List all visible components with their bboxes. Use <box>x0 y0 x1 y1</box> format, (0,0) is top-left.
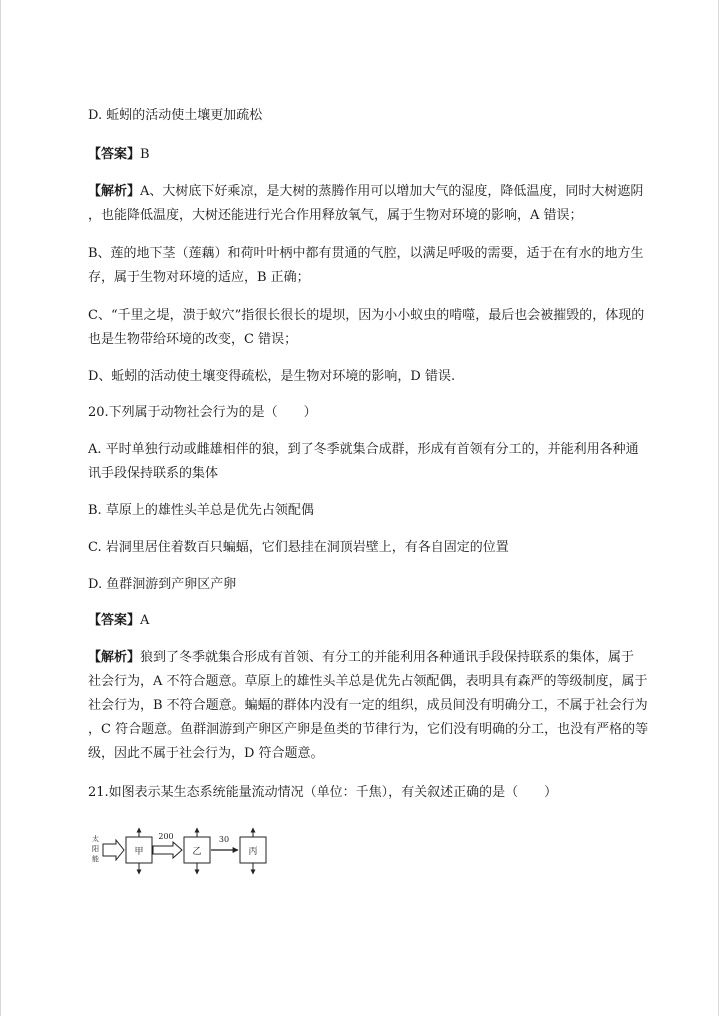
q20-option-b: B. 草原上的雄性头羊总是优先占领配偶 <box>88 503 314 518</box>
q20-option-c: C. 岩洞里居住着数百只蝙蝠，它们悬挂在洞顶岩壁上，有各自固定的位置 <box>88 540 509 555</box>
answer-value: A <box>140 613 150 628</box>
analysis-text: 狼到了冬季就集合形成有首领、有分工的并能利用各种通讯手段保持联系的集体，属于 <box>140 650 635 665</box>
q19-option-d: D. 蚯蚓的活动使土壤更加疏松 <box>88 108 263 123</box>
q20-option-d: D. 鱼群洄游到产卵区产卵 <box>88 577 237 592</box>
analysis-text: A、大树底下好乘凉，是大树的蒸腾作用可以增加大气的湿度，降低温度，同时大树遮阴 <box>140 184 644 199</box>
q21-stem: 21.如图表示某生态系统能量流动情况（单位：千焦），有关叙述正确的是（ ） <box>88 785 558 800</box>
q19-analysis-line-5: C、“千里之堤，溃于蚁穴”指很长很长的堤坝，因为小小蚁虫的啃噬，最后也会被摧毁的，体现的 <box>88 308 645 323</box>
box-jia-label: 甲 <box>134 847 144 857</box>
energy-flow-diagram <box>86 825 296 880</box>
q19-analysis-line-4: 存，属于生物对环境的适应，B 正确； <box>88 270 310 285</box>
q19-analysis-line-1 <box>88 180 644 204</box>
q20-stem: 20.下列属于动物社会行为的是（ ） <box>88 405 317 420</box>
q20-analysis-line-5: 级，因此不属于社会行为，D 符合题意。 <box>88 746 324 761</box>
q20-answer <box>88 609 636 633</box>
answer-value: B <box>140 147 150 162</box>
q20-option-a-line-2: 讯手段保持联系的集体 <box>88 466 219 481</box>
q19-analysis-line-3: B、莲的地下茎（莲藕）和荷叶叶柄中都有贯通的气腔，以满足呼吸的需要，适于在有水的地方生 <box>88 246 644 261</box>
box-yi-label: 乙 <box>192 847 202 857</box>
q20-analysis-line-4: ，C 符合题意。鱼群洄游到产卵区产卵是鱼类的节律行为，它们没有明确的分工，也没有严格的等 <box>88 722 649 737</box>
source-label <box>92 834 99 863</box>
q20-analysis-line-2: 社会行为，A 不符合题意。草原上的雄性头羊总是优先占领配偶，表明具有森严的等级制度，属于 <box>88 674 648 689</box>
flow-arrow-1 <box>153 842 182 858</box>
source-char-3: 能 <box>92 855 99 863</box>
sunlight-input-arrow <box>103 840 124 860</box>
answer-tag: 【答案】 <box>88 613 141 628</box>
q19-analysis-line-7: D、蚯蚓的活动使土壤变得疏松，是生物对环境的影响，D 错误. <box>88 369 456 384</box>
q20-analysis-line-3: 社会行为，B 不符合题意。蝙蝠的群体内没有一定的组织，成员间没有明确分工，不属于社会行为 <box>88 698 648 713</box>
source-char-2: 阳 <box>92 845 99 853</box>
flow-value-2: 30 <box>218 835 230 844</box>
q20-option-a-line-1: A. 平时单独行动或雌雄相伴的狼，到了冬季就集合成群，形成有首领有分工的，并能利用各种通 <box>88 442 639 457</box>
q19-analysis-line-2: ，也能降低温度，大树还能进行光合作用释放氧气，属于生物对环境的影响，A 错误； <box>88 208 583 223</box>
q19-answer <box>88 143 636 167</box>
analysis-tag: 【解析】 <box>88 184 141 199</box>
answer-tag: 【答案】 <box>88 147 141 162</box>
analysis-tag: 【解析】 <box>88 650 141 665</box>
q19-analysis-line-6: 也是生物带给环境的改变，C 错误； <box>88 332 298 347</box>
q20-analysis-line-1 <box>88 646 636 670</box>
flow-value-1: 200 <box>158 832 174 841</box>
box-bing-label: 丙 <box>248 847 258 857</box>
source-char-1: 太 <box>92 835 99 843</box>
